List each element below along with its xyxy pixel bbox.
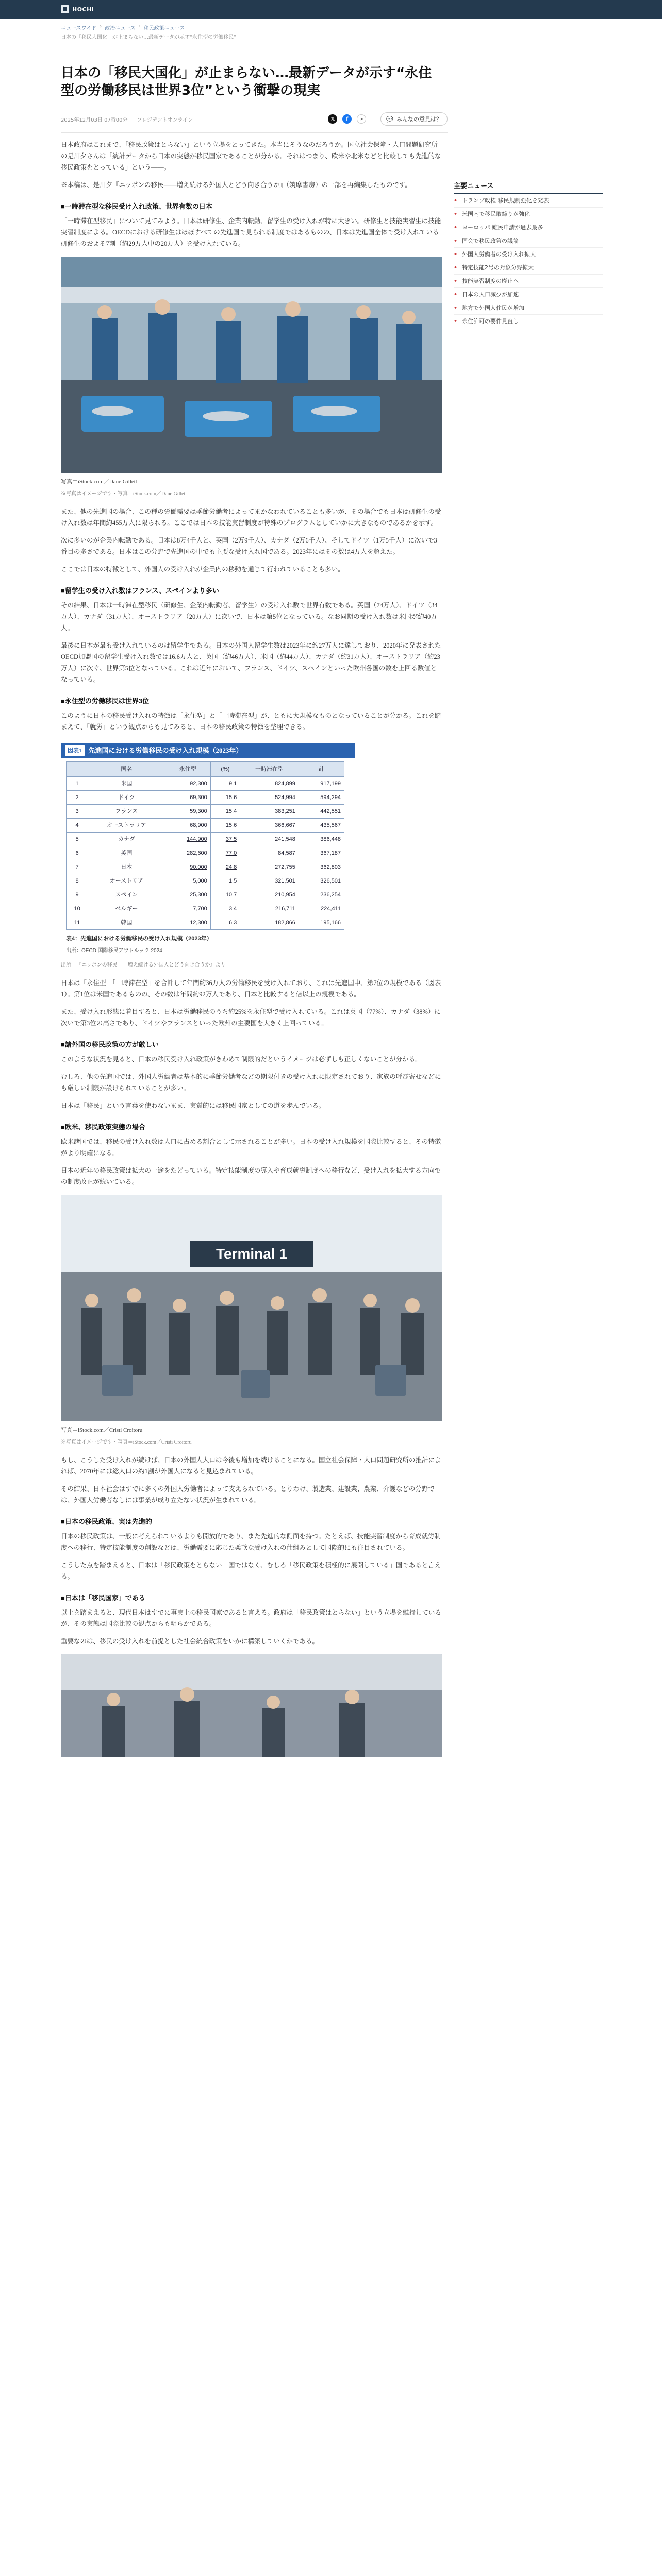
sidebar-heading: 主要ニュース (454, 180, 603, 194)
photo-note: ※写真はイメージです・写真＝iStock.com／Dane Gillett (61, 491, 187, 497)
table-cell: 3.4 (210, 902, 240, 916)
sidebar-news-item[interactable] (454, 208, 603, 221)
table-cell: 15.4 (210, 805, 240, 819)
paragraph: このような状況を見ると、日本の移民受け入れ政策がきわめて制限的だというイメージは必ずしも正しくないことが分かる。 (61, 1056, 422, 1063)
sidebar-news-title: 地方で外国人住民が増加 (462, 304, 524, 311)
table-cell: 90,000 (165, 860, 210, 874)
paragraph: 次に多いのが企業内転勤である。日本は8万4千人と、英国（2万9千人）、カナダ（2万6千人）、そしてドイツ（1万5千人）に次いで3番目の多さである。日本はこの分野で先進国の中でも主要な受け入れ国である。2023年にはその数は4万人を超えた。 (61, 537, 437, 555)
section-heading: ■諸外国の移民政策の方が厳しい (61, 1041, 159, 1048)
table-cell: 3 (67, 805, 88, 819)
table-row (67, 916, 344, 930)
table-cell: 6.3 (210, 916, 240, 930)
paragraph: 日本は「永住型」「一時滞在型」を合計して年間約36万人の労働移民を受け入れており、これは先進国中、第7位の規模である（図表1）。第1位は米国であるものの、その数は年間約92万人であり、日本と比較すると倍以上の規模である。 (61, 979, 441, 998)
comment-icon: 💬 (386, 115, 393, 123)
table-note: 表4：先進国における労働移民の受け入れ規模（2023年） (66, 936, 212, 942)
paragraph: こうした点を踏まえると、日本は「移民政策をとらない」国ではなく、むしろ「移民政策を積極的に展開している」国であると言える。 (61, 1562, 441, 1580)
sidebar-news-item[interactable] (454, 301, 603, 315)
table-cell: 524,994 (240, 791, 299, 805)
table-row (67, 805, 344, 819)
sidebar-news-item[interactable] (454, 315, 603, 328)
table-cell: 272,755 (240, 860, 299, 874)
author[interactable]: プレジデントオンライン (137, 117, 193, 123)
figure-number: 図表1 (65, 745, 85, 756)
sidebar-news-item[interactable] (454, 261, 603, 275)
sidebar-news-item[interactable] (454, 221, 603, 234)
link-icon[interactable]: ∞ (357, 114, 366, 124)
publish-date: 2025年12月03日 07時00分 (61, 117, 128, 123)
sidebar-news-item[interactable] (454, 194, 603, 208)
table-cell: 15.6 (210, 819, 240, 833)
article-meta (61, 112, 448, 126)
table-row (67, 777, 344, 791)
photo-illustration (61, 257, 442, 473)
sidebar-news-title: 国会で移民政策の議論 (462, 238, 519, 244)
table-cell: 10.7 (210, 888, 240, 902)
article-photo-fish-market (61, 257, 442, 473)
paragraph: 以上を踏まえると、現代日本はすでに事実上の移民国家であると言える。政府は「移民政策はとらない」という立場を維持しているが、その実態は国際比較の観点からも明らかである。 (61, 1609, 441, 1628)
table-cell: 383,251 (240, 805, 299, 819)
section-heading: ■永住型の労働移民は世界3位 (61, 697, 150, 705)
facebook-icon[interactable]: f (342, 114, 352, 124)
table-cell: 594,294 (299, 791, 344, 805)
table-column-header: 計 (299, 762, 344, 777)
table-cell: 326,501 (299, 874, 344, 888)
sidebar-news-title: 技能実習制度の廃止へ (462, 278, 519, 284)
table-column-header (67, 762, 88, 777)
sidebar-news-item[interactable] (454, 275, 603, 288)
bullet-icon: • (454, 197, 458, 204)
table-cell: 68,900 (165, 819, 210, 833)
paragraph: 日本の近年の移民政策は拡大の一途をたどっている。特定技能制度の導入や育成就労制度への移行など、受け入れを拡大する方向での制度改正が続いている。 (61, 1167, 441, 1185)
table-row (67, 860, 344, 874)
paragraph: その結果、日本社会はすでに多くの外国人労働者によって支えられている。とりわけ、製造業、建設業、農業、介護などの分野では、外国人労働者なしには事業が成り立たない状況が生まれている。 (61, 1485, 435, 1504)
bullet-icon: • (454, 318, 458, 325)
sidebar-news-title: 米国内で移民取締りが強化 (462, 211, 530, 217)
section-heading: ■留学生の受け入れ数はフランス、スペインより多い (61, 587, 219, 595)
bullet-icon: • (454, 251, 458, 258)
table-cell: 9.1 (210, 777, 240, 791)
table-cell: 9 (67, 888, 88, 902)
table-cell: 282,600 (165, 846, 210, 860)
table-cell: 日本 (88, 860, 165, 874)
table-cell: 241,548 (240, 833, 299, 846)
article-body (61, 139, 442, 1757)
table-cell: 362,803 (299, 860, 344, 874)
table-cell: 7,700 (165, 902, 210, 916)
bullet-icon: • (454, 291, 458, 298)
photo-illustration (61, 1654, 442, 1757)
figure-table (61, 743, 355, 957)
table-row (67, 888, 344, 902)
table-cell: 韓国 (88, 916, 165, 930)
table-cell: 5 (67, 833, 88, 846)
sidebar-news-list (454, 194, 603, 328)
table-source: 出所：OECD 国際移民アウトルック 2024 (66, 948, 162, 954)
table-row (67, 791, 344, 805)
table-cell: 917,199 (299, 777, 344, 791)
x-icon[interactable]: 𝕏 (328, 114, 337, 124)
table-cell: 米国 (88, 777, 165, 791)
table-cell: 92,300 (165, 777, 210, 791)
table-cell: 824,899 (240, 777, 299, 791)
table-cell: 216,711 (240, 902, 299, 916)
article-column (61, 19, 448, 1757)
table-caption: 出所＝『ニッポンの移民――増え続ける外国人とどう向き合うか』より (61, 962, 226, 968)
paragraph: 「一時滞在型移民」について見てみよう。日本は研修生、企業内転勤、留学生の受け入れが特に大きい。研修生と技能実習生は技能実習制度による。OECDにおける研修生はほぼすべての先進国で見られる制度ではあるものの、日本は先進国全体で受け入れている研修生のおよそ7割（約29万人中の20万人）を受け入れている。 (61, 217, 441, 247)
sidebar-news-item[interactable] (454, 234, 603, 248)
table-cell: 11 (67, 916, 88, 930)
table-header-bar (61, 743, 355, 758)
table-cell: オーストリア (88, 874, 165, 888)
bullet-icon: • (454, 278, 458, 284)
table-cell: 25,300 (165, 888, 210, 902)
table-cell: 7 (67, 860, 88, 874)
sidebar-news-title: 永住許可の要件見直し (462, 318, 519, 325)
table-cell: 210,954 (240, 888, 299, 902)
paragraph: 日本の移民政策は、一般に考えられているよりも開放的であり、また先進的な側面を持つ。たとえば、技能実習制度から育成就労制度への移行、特定技能制度の創設などは、労働需要に応じた柔軟な受け入れの仕組みとして国際的にも注目されている。 (61, 1533, 441, 1551)
section-heading: ■欧米、移民政策実態の場合 (61, 1123, 145, 1131)
table-cell: 236,254 (299, 888, 344, 902)
divider (61, 132, 448, 133)
lead-paragraph: 日本政府はこれまで、「移民政策はとらない」という立場をとってきた。本当にそうなのだろうか。国立社会保障・人口問題研究所の是川夕さんは「統計データから日本の実態が移民国家であることが分かる。それはつまり、欧米や北米などと比較しても先進的な移民政策をとっている」という――。 (61, 141, 441, 171)
page-title: 日本の「移民大国化」が止まらない…最新データが示す“永住型の労働移民は世界3位”という衝撃の現実 (61, 65, 432, 98)
table-cell: 59,300 (165, 805, 210, 819)
bullet-icon: • (454, 304, 458, 311)
table-cell: 367,187 (299, 846, 344, 860)
table-column-header: (%) (210, 762, 240, 777)
table-cell: 195,166 (299, 916, 344, 930)
sidebar-news-title: 外国人労働者の受け入れ拡大 (462, 251, 536, 258)
photo-credit: 写真＝iStock.com／Cristi Croitoru (61, 1427, 143, 1433)
table-cell: 37.5 (210, 833, 240, 846)
breadcrumb-item[interactable]: 政治ニュース (105, 26, 136, 31)
table-column-header: 一時滞在型 (240, 762, 299, 777)
sidebar-news-title: トランプ政権 移民規制強化を発表 (462, 197, 549, 204)
table-cell: 10 (67, 902, 88, 916)
paragraph: また、受け入れ形態に着目すると、日本は労働移民のうち約25%を永住型で受け入れている。これは英国（77%）、カナダ（38%）に次いで第3位の高さであり、ドイツやフランスといった欧州の主要国を大きく上回っている。 (61, 1008, 441, 1027)
paragraph: また、他の先進国の場合、この種の労働需要は季節労働者によってまかなわれていることも多いが、その場合でも日本は研修生の受け入れ数は年間約455万人に限られる。ここでは日本の技能実習制度が特殊のプログラムとしていかに大きなものであるかを示す。 (61, 508, 441, 527)
breadcrumb-item[interactable]: ニュースワイド (61, 26, 97, 31)
table-cell: 84,587 (240, 846, 299, 860)
table-cell: 5,000 (165, 874, 210, 888)
paragraph: このように日本の移民受け入れの特徴は「永住型」と「一時滞在型」が、ともに大規模なものとなっていることが分かる。これを踏まえて、「就労」という観点からも見てみると、日本の移民政策の特徴を整理できる。 (61, 712, 441, 731)
paragraph: ここでは日本の特徴として、外国人の受け入れが企業内の移動を通じて行われていることも多い。 (61, 566, 344, 573)
table-body (67, 777, 344, 930)
table-cell: 435,567 (299, 819, 344, 833)
table-cell: ベルギー (88, 902, 165, 916)
photo-illustration (61, 1195, 442, 1421)
sidebar-news-item[interactable] (454, 248, 603, 261)
table-row (67, 846, 344, 860)
table-header-row (67, 762, 344, 777)
breadcrumb: ニュースワイド › 政治ニュース › 移民政策ニュース (61, 24, 185, 31)
table-cell: 4 (67, 819, 88, 833)
breadcrumb-item[interactable]: 移民政策ニュース (143, 26, 185, 31)
top-bar (0, 0, 662, 19)
table-row (67, 833, 344, 846)
logo-icon (61, 5, 69, 13)
table-column-header: 国名 (88, 762, 165, 777)
table-cell: 1 (67, 777, 88, 791)
table-row (67, 819, 344, 833)
table-row (67, 874, 344, 888)
table-cell: スペイン (88, 888, 165, 902)
section-heading: ■日本は「移民国家」である (61, 1594, 145, 1602)
article-photo-airport (61, 1195, 442, 1421)
paragraph: その結果、日本は一時滞在型移民（研修生、企業内転勤者、留学生）の受け入れ数で世界有数である。英国（74万人）、ドイツ（34万人）、カナダ（31万人）、オーストラリア（20万人）に次いで、日本は第5位となっている。なお同期の受け入れ数は米国が約40万人。 (61, 602, 438, 632)
section-heading: ■日本の移民政策、実は先進的 (61, 1518, 152, 1526)
table-cell: 24.8 (210, 860, 240, 874)
logo-text: HOCHI (72, 6, 94, 13)
table-cell: 15.6 (210, 791, 240, 805)
photo-note: ※写真はイメージです・写真＝iStock.com／Cristi Croitoru (61, 1439, 192, 1445)
table-cell: 英国 (88, 846, 165, 860)
top-note: 日本の「移民大国化」が止まらない…最新データが示す“永住型の労働移民” (61, 35, 237, 40)
comment-button[interactable]: 💬 みんなの意見は？ (380, 112, 448, 126)
table-cell: 6 (67, 846, 88, 860)
bullet-icon: • (454, 224, 458, 231)
table-cell: 12,300 (165, 916, 210, 930)
table-cell: オーストラリア (88, 819, 165, 833)
paragraph: 重要なのは、移民の受け入れを前提とした社会統合政策をいかに構築していくかである。 (61, 1638, 319, 1645)
paragraph: 最後に日本が最も受け入れているのは留学生である。日本の外国人留学生数は2023年に約27万人に達しており、2020年に発表されたOECD加盟国の留学生受け入れ数では16.6万人と、英国（約46万人）、米国（約44万人）、カナダ（約31万人）、オーストラリア（約23万人）に次ぐ、世界第5位となっている。これは近年において、フランス、ドイツ、スペインといった欧州各国の数を上回る数値となっている。 (61, 642, 441, 683)
labor-migration-table (66, 761, 344, 930)
table-cell: 386,448 (299, 833, 344, 846)
photo-credit: 写真＝iStock.com／Dane Gillett (61, 479, 137, 485)
bullet-icon: • (454, 264, 458, 271)
table-cell: 2 (67, 791, 88, 805)
table-cell: フランス (88, 805, 165, 819)
site-logo[interactable] (61, 5, 94, 13)
table-cell: 1.5 (210, 874, 240, 888)
article-photo-bottom (61, 1654, 442, 1757)
paragraph: むしろ、他の先進国では、外国人労働者は基本的に季節労働者などの期限付きの受け入れに限定されており、家族の呼び寄せなどにも厳しい制限が設けられていることが多い。 (61, 1073, 441, 1092)
table-cell: 321,501 (240, 874, 299, 888)
table-cell: 366,667 (240, 819, 299, 833)
paragraph: 欧米諸国では、移民の受け入れ数は人口に占める割合として示されることが多い。日本の受け入れ規模を国際比較すると、その特徴がより明確になる。 (61, 1138, 441, 1157)
paragraph: 日本は「移民」という言葉を使わないまま、実質的には移民国家としての道を歩んでいる。 (61, 1102, 325, 1109)
bullet-icon: • (454, 211, 458, 217)
source-note: ※本稿は、是川夕『ニッポンの移民――増え続ける外国人とどう向き合うか』（筑摩書房）の一部を再編集したものです。 (61, 181, 411, 189)
sidebar-news-item[interactable] (454, 288, 603, 301)
share-buttons (328, 112, 448, 126)
table-row (67, 902, 344, 916)
table-cell: 144,900 (165, 833, 210, 846)
terminal-sign: Terminal 1 (216, 1246, 287, 1262)
table-column-header: 永住型 (165, 762, 210, 777)
table-cell: 77.0 (210, 846, 240, 860)
sidebar-news-title: ヨーロッパ 難民申請が過去最多 (462, 224, 543, 231)
table-cell: ドイツ (88, 791, 165, 805)
section-heading: ■一時滞在型な移民受け入れ政策、世界有数の日本 (61, 202, 212, 210)
sidebar-news-title: 日本の人口減少が加速 (462, 291, 519, 298)
table-cell: 69,300 (165, 791, 210, 805)
table-cell: 182,866 (240, 916, 299, 930)
bullet-icon: • (454, 238, 458, 244)
table-cell: 224,411 (299, 902, 344, 916)
sidebar (454, 180, 603, 328)
paragraph: もし、こうした受け入れが続けば、日本の外国人人口は今後も増加を続けることになる。国立社会保障・人口問題研究所の推計によれば、2070年には総人口の約1割が外国人になると見込まれている。 (61, 1456, 441, 1475)
table-cell: 8 (67, 874, 88, 888)
table-cell: カナダ (88, 833, 165, 846)
table-title: 先進国における労働移民の受け入れ規模（2023年） (88, 747, 243, 754)
table-cell: 442,551 (299, 805, 344, 819)
sidebar-news-title: 特定技能2号の対象分野拡大 (462, 264, 534, 271)
